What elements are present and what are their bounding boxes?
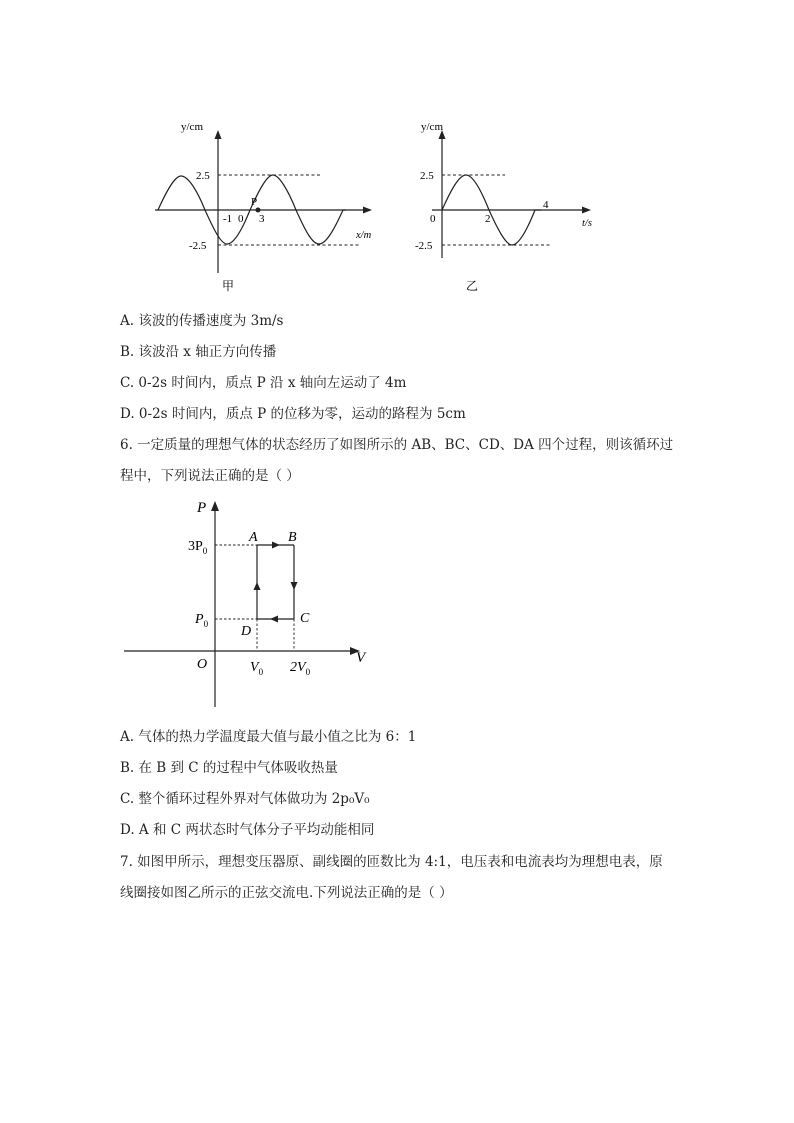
x-tick-zero: 0 [238, 213, 244, 225]
origin-label: O [197, 657, 208, 672]
y-tick-bottom: -2.5 [415, 240, 433, 252]
arrow-da [254, 582, 261, 590]
vibration-graph-yi [410, 118, 610, 298]
y-axis-label: y/cm [421, 121, 443, 133]
label-p0: $P_0$ [195, 612, 209, 629]
label-2v0: $2V_0$ [290, 660, 311, 677]
figure-caption-jia: 甲 [222, 279, 235, 293]
x-tick-three: 3 [259, 213, 265, 225]
t-tick-two: 2 [485, 213, 491, 225]
x-axis-label: x/m [356, 230, 372, 241]
cycle-path [257, 545, 294, 619]
point-a-label: A [249, 530, 258, 545]
x-tick-neg1: -1 [223, 213, 233, 225]
t-axis-label: t/s [582, 218, 592, 229]
q6-option-c: C. 整个循环过程外界对气体做功为 2p₀V₀ [120, 791, 370, 807]
q6-stem-line2: 程中，下列说法正确的是（ ） [120, 468, 300, 484]
point-p-marker [256, 208, 261, 213]
t-tick-zero: 0 [430, 213, 436, 225]
q6-option-d: D. A 和 C 两状态时气体分子平均动能相同 [120, 822, 375, 838]
label-3p0: $3P_0$ [188, 539, 208, 556]
y-tick-top: 2.5 [420, 170, 434, 182]
q5-option-b: B. 该波沿 x 轴正方向传播 [120, 344, 277, 360]
q6-option-a: A. 气体的热力学温度最大值与最小值之比为 6：1 [120, 729, 417, 745]
arrow-bc [291, 582, 298, 590]
q7-stem-line2: 线圈接如图乙所示的正弦交流电.下列说法正确的是（ ） [120, 885, 453, 901]
arrow-ab [272, 542, 280, 549]
q5-option-c: C. 0-2s 时间内，质点 P 沿 x 轴向左运动了 4m [120, 375, 407, 391]
point-c-label: C [300, 611, 310, 626]
q7-stem-line1: 7. 如图甲所示，理想变压器原、副线圈的匝数比为 4:1，电压表和电流表均为理想电表，原 [120, 854, 663, 870]
pv-diagram [120, 495, 380, 710]
q6-stem-line1: 6. 一定质量的理想气体的状态经历了如图所示的 AB、BC、CD、DA 四个过程，则该循环过 [120, 437, 674, 453]
point-b-label: B [288, 530, 297, 545]
label-v0: $V_0$ [250, 660, 264, 677]
v-axis-label: V [356, 650, 366, 666]
arrow-cd [270, 616, 278, 623]
q5-option-a: A. 该波的传播速度为 3m/s [120, 313, 284, 329]
figure-caption-yi: 乙 [466, 279, 479, 293]
q5-option-d: D. 0-2s 时间内，质点 P 的位移为零，运动的路程为 5cm [120, 406, 466, 422]
y-axis-label: y/cm [181, 121, 203, 133]
y-tick-bottom: -2.5 [189, 240, 207, 252]
wave-graph-jia [150, 118, 385, 298]
point-p-label: P [251, 196, 258, 208]
y-tick-top: 2.5 [196, 170, 210, 182]
t-tick-four: 4 [543, 199, 549, 211]
q6-option-b: B. 在 B 到 C 的过程中气体吸收热量 [120, 760, 338, 776]
p-axis-label: P [197, 500, 207, 516]
point-d-label: D [241, 624, 252, 639]
